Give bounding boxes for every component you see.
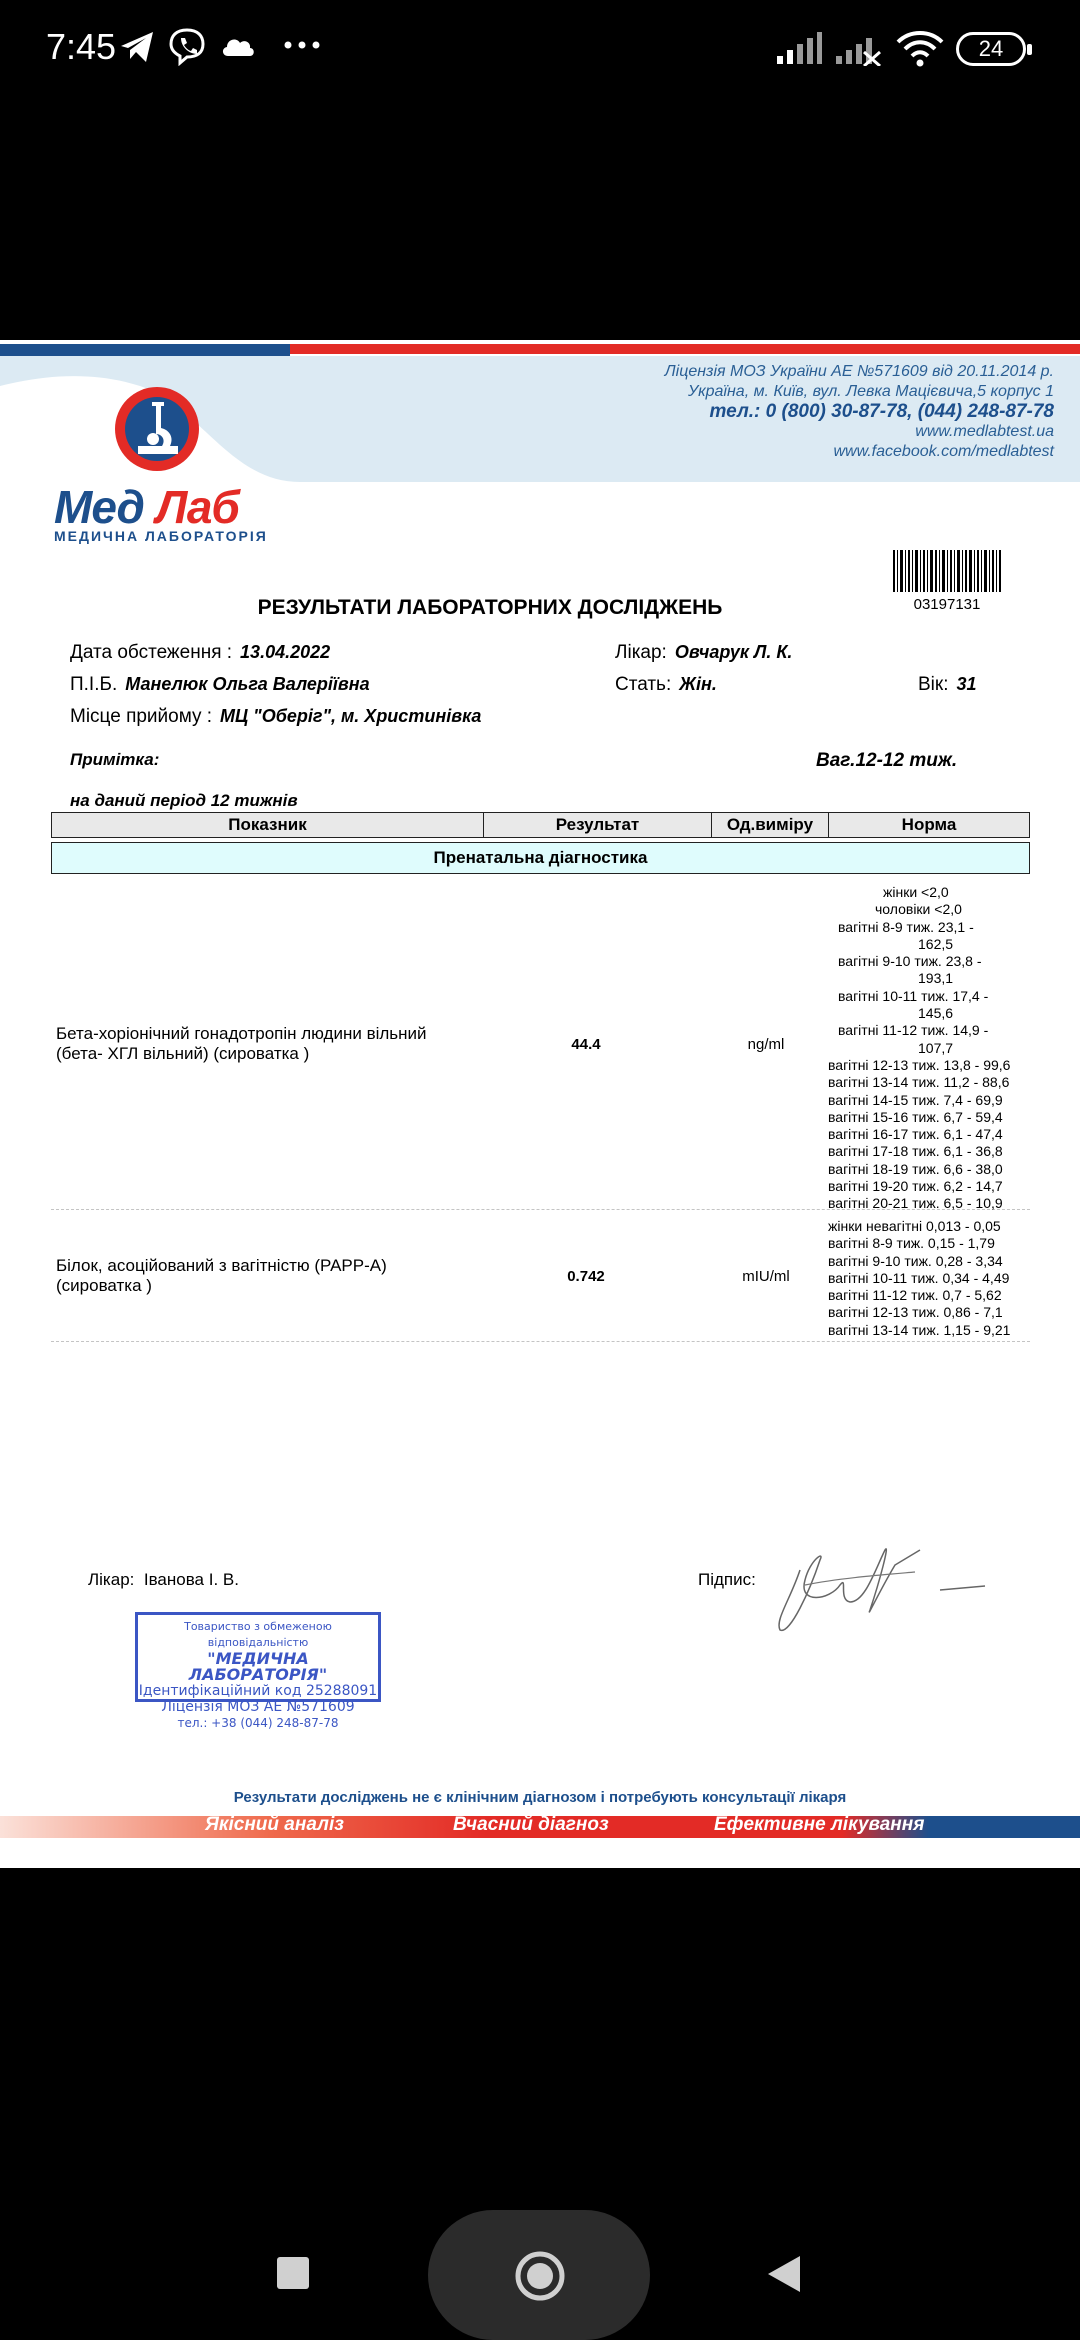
footer-slogan-3: Ефективне лікування xyxy=(714,1814,925,1835)
norm-line: жінки невагітні 0,013 - 0,05 xyxy=(828,1218,1001,1234)
barcode-icon xyxy=(893,550,1001,592)
barcode-number: 03197131 xyxy=(913,596,981,613)
place-field xyxy=(70,706,481,728)
facebook-text: www.facebook.com/medlabtest xyxy=(833,443,1054,460)
viber-icon xyxy=(168,26,206,71)
sex-label: Стать: xyxy=(615,674,672,695)
norm-line: вагітні 11-12 тиж. 14,9 - xyxy=(838,1022,989,1039)
back-button[interactable] xyxy=(766,2254,802,2299)
norm-line: вагітні 8-9 тиж. 23,1 - xyxy=(838,918,974,935)
footer-slogan-1: Якісний аналіз xyxy=(205,1814,344,1835)
norm-line: вагітні 18-19 тиж. 6,6 - 38,0 xyxy=(828,1160,1003,1177)
patient-name-label: П.І.Б. xyxy=(70,674,118,695)
norm-line: 162,5 xyxy=(918,935,954,952)
license-text: Ліцензія МОЗ України АЕ №571609 від 20.11.2014 р. xyxy=(664,363,1054,380)
doctor-label: Лікар: xyxy=(615,642,667,663)
note-label: Примітка: xyxy=(70,750,160,769)
patient-name-field xyxy=(70,674,370,696)
signing-doctor-name: Іванова І. В. xyxy=(143,1570,239,1589)
medlab-logo-icon xyxy=(112,384,202,474)
norm-line: вагітні 15-16 тиж. 6,7 - 59,4 xyxy=(828,1108,1003,1125)
sex-field xyxy=(615,674,717,696)
signal-icon xyxy=(775,30,823,71)
results-table-header xyxy=(51,812,1030,838)
signal-2-icon xyxy=(834,30,882,71)
test-name xyxy=(56,1024,476,1064)
table-row xyxy=(51,1210,1030,1342)
test-name-line: Бета-хоріонічний гонадотропін людини вільний xyxy=(56,1024,427,1043)
signature-label: Підпис: xyxy=(698,1570,756,1589)
exam-date-label: Дата обстеження : xyxy=(70,642,233,663)
logo-wordmark xyxy=(54,480,239,534)
norm-line: вагітні 16-17 тиж. 6,1 - 47,4 xyxy=(828,1126,1003,1143)
norm-line: вагітні 9-10 тиж. 0,28 - 3,34 xyxy=(828,1252,1003,1269)
norm-line: вагітні 17-18 тиж. 6,1 - 36,8 xyxy=(828,1143,1003,1160)
place-value: МЦ "Оберіг", м. Христинівка xyxy=(220,706,482,726)
logo-word-med: Мед xyxy=(54,481,144,533)
footer-slogan-2: Вчасний діагноз xyxy=(453,1814,609,1835)
stamp-line: Ідентифікаційний код 25288091 xyxy=(138,1683,378,1699)
cloud-icon xyxy=(218,26,258,71)
norm-line: вагітні 19-20 тиж. 6,2 - 14,7 xyxy=(828,1178,1003,1195)
signing-doctor-label: Лікар: xyxy=(88,1570,135,1589)
test-norms xyxy=(823,884,1023,1213)
col-unit: Од.виміру xyxy=(712,813,829,838)
norm-line: чоловіки <2,0 xyxy=(875,901,962,918)
website-text: www.medlabtest.ua xyxy=(915,423,1054,440)
norm-line: 193,1 xyxy=(918,970,954,987)
test-name-line: (бета- ХГЛ вільний) (сироватка ) xyxy=(56,1044,310,1063)
status-time: 7:45 xyxy=(46,26,117,67)
norm-line: вагітні 8-9 тиж. 0,15 - 1,79 xyxy=(828,1235,995,1252)
logo-subtitle: МЕДИЧНА ЛАБОРАТОРІЯ xyxy=(54,528,268,544)
age-label: Вік: xyxy=(918,674,949,695)
test-name-line: Білок, асоційований з вагітністю (PAPP-A) xyxy=(56,1256,387,1275)
home-button[interactable] xyxy=(514,2250,566,2307)
lab-report-document xyxy=(0,340,1080,1868)
doctor-field xyxy=(615,642,792,664)
signature-image xyxy=(770,1530,990,1640)
col-indicator: Показник xyxy=(52,813,484,838)
col-norm: Норма xyxy=(829,813,1030,838)
stamp-line: тел.: +38 (044) 248-87-78 xyxy=(177,1716,339,1730)
patient-name-value: Манелюк Ольга Валеріївна xyxy=(125,674,370,694)
battery-indicator: 24 xyxy=(956,32,1026,66)
wifi-icon xyxy=(896,28,944,73)
back-triangle-icon xyxy=(766,2254,802,2294)
status-bar xyxy=(0,0,1080,100)
disclaimer-text: Результати досліджень не є клінічним діагнозом і потребують консультації лікаря xyxy=(233,1789,847,1806)
test-unit: ng/ml xyxy=(747,1036,785,1053)
norm-line: 107,7 xyxy=(918,1039,954,1056)
sex-value: Жін. xyxy=(679,674,717,694)
place-label: Місце прийому : xyxy=(70,706,213,727)
norm-line: жінки <2,0 xyxy=(883,884,949,900)
logo-word-lab: Лаб xyxy=(155,481,239,533)
test-result: 0.742 xyxy=(567,1268,605,1285)
norm-line: вагітні 14-15 тиж. 7,4 - 69,9 xyxy=(828,1091,1003,1108)
period-note: на даний період 12 тижнів xyxy=(70,791,298,810)
norm-line: вагітні 11-12 тиж. 0,7 - 5,62 xyxy=(828,1287,1002,1304)
exam-date-value: 13.04.2022 xyxy=(240,642,331,662)
more-icon xyxy=(282,38,322,56)
table-row xyxy=(51,880,1030,1210)
col-result: Результат xyxy=(484,813,712,838)
stamp-line: Ліцензія МОЗ АЕ №571609 xyxy=(161,1699,355,1715)
address-text: Україна, м. Київ, вул. Левка Мацієвича,5 корпус 1 xyxy=(688,383,1054,400)
telegram-icon xyxy=(118,26,156,71)
norm-line: 145,6 xyxy=(918,1005,954,1022)
lab-contact-info xyxy=(665,362,1054,462)
norm-line: вагітні 13-14 тиж. 11,2 - 88,6 xyxy=(828,1074,1010,1091)
stamp-line: "МЕДИЧНА ЛАБОРАТОРІЯ" xyxy=(188,1649,328,1684)
recents-button[interactable] xyxy=(276,2256,310,2295)
doctor-value: Овчарук Л. К. xyxy=(674,642,793,662)
norm-line: вагітні 12-13 тиж. 13,8 - 99,6 xyxy=(828,1056,1011,1073)
header-stripe-red xyxy=(290,344,1080,354)
pregnancy-term: Ваг.12-12 тиж. xyxy=(816,750,958,771)
phones-text: тел.: 0 (800) 30-87-78, (044) 248-87-78 xyxy=(709,401,1054,422)
test-result: 44.4 xyxy=(571,1036,601,1053)
test-norms xyxy=(823,1218,1023,1339)
norm-line: вагітні 13-14 тиж. 1,15 - 9,21 xyxy=(828,1321,1011,1338)
company-stamp xyxy=(135,1612,381,1730)
age-value: 31 xyxy=(956,674,977,694)
norm-line: вагітні 10-11 тиж. 17,4 - xyxy=(838,987,989,1004)
norm-line: вагітні 10-11 тиж. 0,34 - 4,49 xyxy=(828,1269,1010,1286)
report-title: РЕЗУЛЬТАТИ ЛАБОРАТОРНИХ ДОСЛІДЖЕНЬ xyxy=(257,596,723,619)
norm-line: вагітні 12-13 тиж. 0,86 - 7,1 xyxy=(828,1304,1003,1321)
home-circle-icon xyxy=(514,2250,566,2302)
norm-line: вагітні 20-21 тиж. 6,5 - 10,9 xyxy=(828,1195,1003,1212)
section-prenatal: Пренатальна діагностика xyxy=(51,842,1030,874)
test-name-line: (сироватка ) xyxy=(56,1276,152,1295)
square-icon xyxy=(276,2256,310,2290)
exam-date-field xyxy=(70,642,330,664)
age-field xyxy=(918,674,977,696)
stamp-line: Товариство з обмеженою відповідальністю xyxy=(184,1620,332,1649)
test-name xyxy=(56,1256,476,1296)
signing-doctor xyxy=(88,1570,239,1590)
test-unit: mIU/ml xyxy=(742,1268,790,1285)
norm-line: вагітні 9-10 тиж. 23,8 - xyxy=(838,953,982,970)
